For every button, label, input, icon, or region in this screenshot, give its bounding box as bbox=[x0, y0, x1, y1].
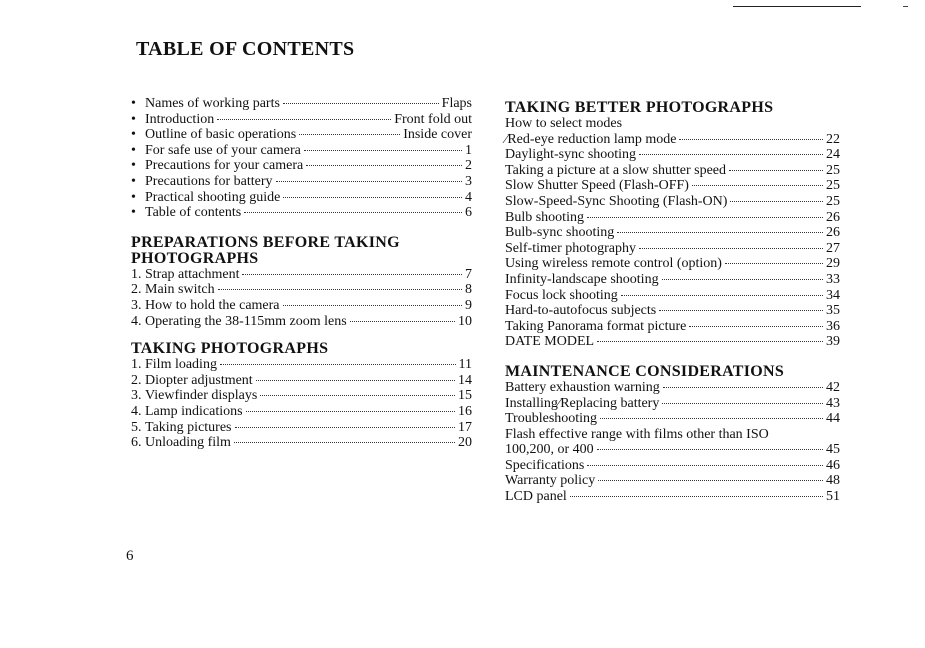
entry-label: Lamp indications bbox=[145, 403, 243, 419]
section-taking-photographs bbox=[131, 341, 472, 451]
section-heading-continued: PHOTOGRAPHS bbox=[131, 249, 259, 267]
dot-leader bbox=[621, 295, 823, 296]
entry-label: Slow Shutter Speed (Flash-OFF) bbox=[505, 178, 689, 194]
toc-entry[interactable] bbox=[131, 190, 472, 206]
left-column bbox=[131, 96, 472, 451]
entry-label: Bulb shooting bbox=[505, 209, 584, 225]
toc-entry[interactable] bbox=[505, 442, 840, 458]
section-maintenance bbox=[505, 364, 840, 505]
toc-entry[interactable] bbox=[505, 147, 840, 163]
entry-label: Daylight-sync shooting bbox=[505, 147, 637, 163]
entry-page: 24 bbox=[826, 147, 840, 163]
entry-label: Unloading film bbox=[145, 435, 231, 451]
toc-entry[interactable] bbox=[131, 404, 472, 420]
bullet-icon: • bbox=[131, 127, 136, 143]
entry-page: 17 bbox=[458, 419, 472, 435]
entry-label: Viewfinder displays bbox=[145, 388, 258, 404]
section-heading: PREPARATIONS BEFORE TAKING bbox=[131, 233, 400, 251]
entry-page: 29 bbox=[826, 256, 840, 272]
entry-number: 3. bbox=[131, 297, 142, 313]
entry-page: 6 bbox=[465, 205, 472, 221]
top-rule bbox=[733, 6, 861, 7]
entry-page: 15 bbox=[458, 388, 472, 404]
entry-label: 100,200, or 400 bbox=[505, 442, 594, 458]
entry-label: Operating the 38-115mm zoom lens bbox=[145, 313, 347, 329]
toc-entry[interactable] bbox=[131, 174, 472, 190]
entry-page: 39 bbox=[826, 334, 840, 350]
toc-entry[interactable] bbox=[505, 178, 840, 194]
entry-label: Taking pictures bbox=[145, 419, 232, 435]
entry-label: Warranty policy bbox=[505, 473, 596, 489]
dot-leader bbox=[283, 197, 462, 198]
entry-page: 51 bbox=[826, 489, 840, 505]
toc-entry[interactable] bbox=[131, 158, 472, 174]
dot-leader bbox=[587, 465, 823, 466]
dot-leader bbox=[659, 310, 823, 311]
dot-leader bbox=[597, 341, 823, 342]
dot-leader bbox=[283, 305, 462, 306]
dot-leader bbox=[730, 201, 823, 202]
dot-leader bbox=[350, 321, 455, 322]
page-title: TABLE OF CONTENTS bbox=[136, 38, 355, 60]
dot-leader bbox=[600, 418, 823, 419]
section-preparations bbox=[131, 235, 472, 329]
entry-page: 11 bbox=[458, 357, 472, 373]
toc-entry[interactable] bbox=[505, 411, 840, 427]
entry-number: 2. bbox=[131, 372, 142, 388]
toc-entry[interactable] bbox=[505, 194, 840, 210]
entry-label: Introduction bbox=[145, 111, 215, 127]
page-number: 6 bbox=[126, 548, 134, 564]
entry-page: Flaps bbox=[441, 96, 472, 111]
entry-page: Front fold out bbox=[394, 111, 472, 127]
dot-leader bbox=[597, 449, 823, 450]
entry-page: 8 bbox=[465, 282, 472, 298]
entry-page: 9 bbox=[465, 297, 472, 313]
dot-leader bbox=[662, 279, 823, 280]
entry-page: 2 bbox=[465, 158, 472, 174]
dot-leader bbox=[218, 289, 462, 290]
entry-label: Table of contents bbox=[145, 205, 242, 221]
entry-page: 46 bbox=[826, 457, 840, 473]
entry-page: 10 bbox=[458, 313, 472, 329]
entry-page: 44 bbox=[826, 411, 840, 427]
entry-page: Inside cover bbox=[403, 127, 472, 143]
toc-entry-wrapped[interactable] bbox=[505, 427, 840, 443]
entry-label: Slow-Speed-Sync Shooting (Flash-ON) bbox=[505, 193, 728, 209]
entry-page: 26 bbox=[826, 209, 840, 225]
bullet-icon: • bbox=[131, 205, 136, 221]
entry-label: Battery exhaustion warning bbox=[505, 379, 660, 395]
entry-number: 6. bbox=[131, 435, 142, 451]
toc-entry[interactable] bbox=[131, 205, 472, 221]
entry-page: 27 bbox=[826, 240, 840, 256]
dot-leader bbox=[299, 134, 400, 135]
toc-entry[interactable] bbox=[505, 458, 840, 474]
dot-leader bbox=[234, 442, 455, 443]
entry-label: DATE MODEL bbox=[505, 334, 595, 350]
bullet-icon: • bbox=[131, 111, 136, 127]
entry-page: 25 bbox=[826, 162, 840, 178]
entry-page: 36 bbox=[826, 318, 840, 334]
entry-page: 20 bbox=[458, 435, 472, 451]
entry-number: 4. bbox=[131, 403, 142, 419]
entry-label: Infinity-landscape shooting bbox=[505, 271, 659, 287]
front-matter-list bbox=[131, 96, 472, 221]
entry-label: Troubleshooting bbox=[505, 411, 598, 427]
entry-label: Installing∕Replacing battery bbox=[505, 395, 660, 411]
entry-label: Practical shooting guide bbox=[145, 189, 281, 205]
dot-leader bbox=[276, 181, 462, 182]
toc-entry[interactable] bbox=[505, 396, 840, 412]
dot-leader bbox=[729, 170, 823, 171]
dot-leader bbox=[306, 165, 462, 166]
toc-entry[interactable] bbox=[505, 319, 840, 335]
entry-label: ∕Red-eye reduction lamp mode bbox=[505, 131, 677, 147]
entry-page: 22 bbox=[826, 131, 840, 147]
entry-label: Bulb-sync shooting bbox=[505, 225, 615, 241]
entry-label: Strap attachment bbox=[145, 266, 240, 282]
toc-entry[interactable] bbox=[131, 314, 472, 330]
dot-leader bbox=[617, 232, 823, 233]
entry-label: Precautions for battery bbox=[145, 173, 273, 189]
section-heading: MAINTENANCE CONSIDERATIONS bbox=[505, 362, 785, 380]
toc-entry[interactable] bbox=[131, 298, 472, 314]
toc-entry[interactable] bbox=[505, 288, 840, 304]
entry-page: 25 bbox=[826, 193, 840, 209]
dot-leader bbox=[725, 263, 823, 264]
dot-leader bbox=[217, 119, 391, 120]
entry-label: Using wireless remote control (option) bbox=[505, 256, 722, 272]
entry-label: Taking a picture at a slow shutter speed bbox=[505, 162, 727, 178]
entry-label: Taking Panorama format picture bbox=[505, 318, 687, 334]
right-column bbox=[505, 100, 840, 505]
toc-entry[interactable] bbox=[505, 473, 840, 489]
dot-leader bbox=[679, 139, 823, 140]
entry-number: 1. bbox=[131, 266, 142, 282]
entry-label: How to hold the camera bbox=[145, 297, 280, 313]
entry-label: Self-timer photography bbox=[505, 240, 637, 256]
entry-label: Outline of basic operations bbox=[145, 127, 297, 143]
dot-leader bbox=[587, 217, 823, 218]
toc-entry[interactable] bbox=[131, 96, 472, 112]
entry-number: 2. bbox=[131, 282, 142, 298]
entry-page: 43 bbox=[826, 395, 840, 411]
dot-leader bbox=[692, 185, 823, 186]
entry-page: 42 bbox=[826, 379, 840, 395]
entry-label: LCD panel bbox=[505, 489, 567, 505]
section-heading: TAKING PHOTOGRAPHS bbox=[131, 340, 329, 358]
entry-number: 3. bbox=[131, 388, 142, 404]
entry-label: Names of working parts bbox=[145, 96, 280, 111]
entry-label: Flash effective range with films other than ISO bbox=[505, 426, 769, 442]
dot-leader bbox=[639, 248, 823, 249]
entry-page: 45 bbox=[826, 442, 840, 458]
toc-entry[interactable] bbox=[505, 272, 840, 288]
bullet-icon: • bbox=[131, 173, 136, 189]
entry-page: 16 bbox=[458, 403, 472, 419]
dot-leader bbox=[246, 411, 455, 412]
dot-leader bbox=[689, 326, 823, 327]
entry-label: Precautions for your camera bbox=[145, 158, 304, 174]
entry-label: Hard-to-autofocus subjects bbox=[505, 303, 657, 319]
dot-leader bbox=[256, 380, 455, 381]
dot-leader bbox=[220, 364, 456, 365]
toc-entry[interactable] bbox=[131, 373, 472, 389]
toc-entry[interactable] bbox=[131, 143, 472, 159]
toc-entry[interactable] bbox=[505, 132, 840, 148]
bullet-icon: • bbox=[131, 96, 136, 111]
toc-entry[interactable] bbox=[131, 267, 472, 283]
entry-page: 34 bbox=[826, 287, 840, 303]
entry-label: Main switch bbox=[145, 282, 215, 298]
dot-leader bbox=[304, 150, 462, 151]
toc-entry[interactable] bbox=[505, 210, 840, 226]
bullet-icon: • bbox=[131, 158, 136, 174]
dot-leader bbox=[260, 395, 455, 396]
bullet-icon: • bbox=[131, 189, 136, 205]
entry-page: 14 bbox=[458, 372, 472, 388]
entry-page: 7 bbox=[465, 266, 472, 282]
top-dash bbox=[903, 6, 908, 7]
toc-entry[interactable] bbox=[131, 420, 472, 436]
dot-leader bbox=[283, 103, 439, 104]
entry-label: Focus lock shooting bbox=[505, 287, 618, 303]
entry-label: Specifications bbox=[505, 457, 585, 473]
entry-number: 4. bbox=[131, 313, 142, 329]
entry-page: 26 bbox=[826, 225, 840, 241]
toc-entry[interactable] bbox=[505, 256, 840, 272]
section-taking-better-photographs bbox=[505, 100, 840, 350]
entry-page: 1 bbox=[465, 142, 472, 158]
dot-leader bbox=[570, 496, 823, 497]
toc-entry[interactable] bbox=[505, 303, 840, 319]
toc-entry[interactable] bbox=[505, 334, 840, 350]
dot-leader bbox=[242, 274, 462, 275]
entry-number: 5. bbox=[131, 419, 142, 435]
toc-entry[interactable] bbox=[131, 357, 472, 373]
toc-entry[interactable] bbox=[505, 225, 840, 241]
toc-entry[interactable] bbox=[131, 435, 472, 451]
entry-page: 25 bbox=[826, 178, 840, 194]
entry-label: Film loading bbox=[145, 357, 217, 373]
entry-label: For safe use of your camera bbox=[145, 142, 301, 158]
toc-entry[interactable] bbox=[505, 489, 840, 505]
entry-page: 48 bbox=[826, 473, 840, 489]
entry-page: 3 bbox=[465, 173, 472, 189]
entry-page: 33 bbox=[826, 271, 840, 287]
entry-page: 35 bbox=[826, 303, 840, 319]
entry-label: Diopter adjustment bbox=[145, 372, 253, 388]
toc-entry[interactable] bbox=[505, 380, 840, 396]
entry-page: 4 bbox=[465, 189, 472, 205]
toc-entry[interactable] bbox=[131, 282, 472, 298]
section-heading: TAKING BETTER PHOTOGRAPHS bbox=[505, 99, 774, 116]
toc-entry[interactable] bbox=[131, 388, 472, 404]
dot-leader bbox=[598, 480, 823, 481]
dot-leader bbox=[639, 154, 823, 155]
dot-leader bbox=[663, 387, 823, 388]
dot-leader bbox=[244, 212, 462, 213]
dot-leader bbox=[662, 403, 823, 404]
entry-number: 1. bbox=[131, 357, 142, 373]
toc-entry[interactable] bbox=[131, 112, 472, 128]
dot-leader bbox=[235, 427, 456, 428]
section-subtitle: How to select modes bbox=[505, 116, 623, 131]
toc-entry[interactable] bbox=[505, 163, 840, 179]
bullet-icon: • bbox=[131, 142, 136, 158]
toc-entry[interactable] bbox=[505, 241, 840, 257]
toc-entry[interactable] bbox=[131, 127, 472, 143]
